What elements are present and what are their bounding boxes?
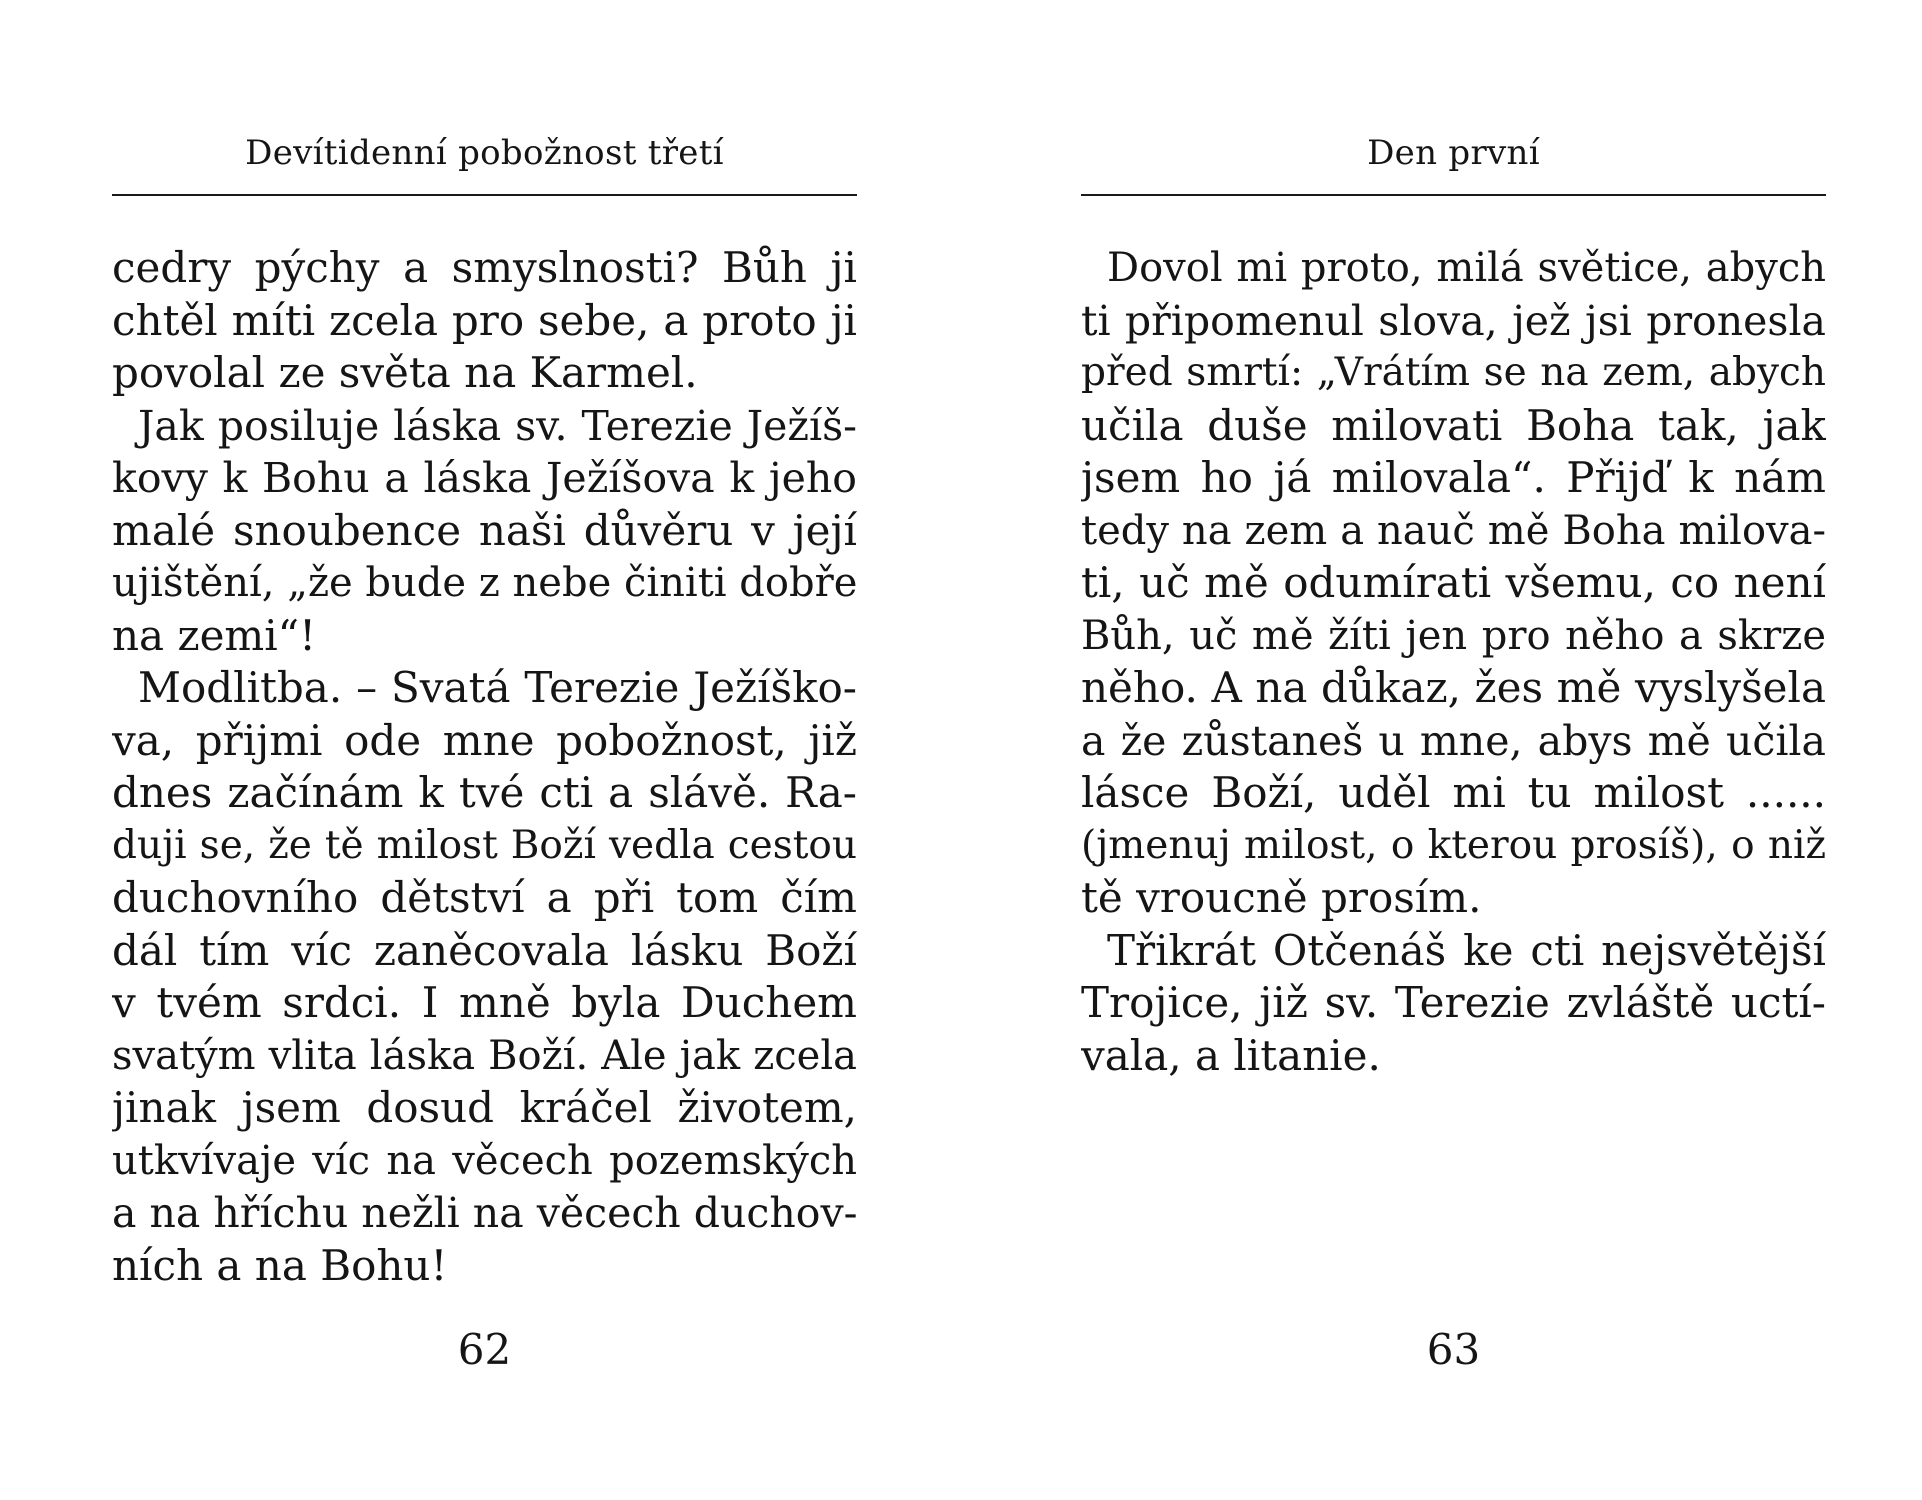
- running-head: Den první: [1367, 133, 1540, 173]
- text-line: ních a na Bohu!: [112, 1240, 448, 1290]
- text-line: duji se, že tě milost Boží vedla cestou: [112, 822, 857, 868]
- header-rule: [112, 194, 857, 196]
- page-number: 62: [457, 1325, 512, 1374]
- text-line: duchovního dětství a při tom čím: [112, 873, 857, 922]
- text-line: Třikrát Otčenáš ke cti nejsvětější: [1107, 925, 1826, 975]
- text-line: a na hříchu nežli na věcech duchov-: [112, 1189, 857, 1237]
- text-line: kovy k Bohu a láska Ježíšova k jeho: [112, 454, 857, 502]
- text-line: va, přijmi ode mne pobožnost, již: [112, 715, 857, 765]
- text-line: tedy na zem a nauč mě Boha milova-: [1081, 507, 1826, 554]
- text-line: jinak jsem dosud kráčel životem,: [112, 1083, 857, 1132]
- text-line: cedry pýchy a smyslnosti? Bůh ji: [112, 243, 857, 292]
- page-number: 63: [1426, 1325, 1481, 1374]
- text-line: ujištění, „že bude z nebe činiti dobře: [112, 560, 857, 606]
- text-line: (jmenuj milost, o kterou prosíš), o niž: [1081, 822, 1826, 868]
- text-line: utkvívaje víc na věcech pozemských: [112, 1137, 857, 1184]
- text-line: dnes začínám k tvé cti a slávě. Ra-: [112, 768, 857, 817]
- text-line: Jak posiluje láska sv. Terezie Ježíš-: [138, 401, 857, 450]
- text-line: lásce Boží, uděl mi tu milost ......: [1081, 768, 1826, 817]
- text-line: Modlitba. – Svatá Terezie Ježíško-: [138, 663, 857, 712]
- text-line: v tvém srdci. I mně byla Duchem: [112, 978, 857, 1027]
- text-line: Dovol mi proto, milá světice, abych: [1107, 245, 1826, 291]
- text-line: malé snoubence naši důvěru v její: [112, 505, 857, 555]
- text-line: a že zůstaneš u mne, abys mě učila: [1081, 716, 1826, 765]
- text-line: ti, uč mě odumírati všemu, co není: [1081, 558, 1826, 607]
- left-page: [112, 0, 857, 1500]
- body-text: [1081, 242, 1826, 1082]
- text-line: chtěl míti zcela pro sebe, a proto ji: [112, 295, 857, 345]
- text-line: Trojice, již sv. Terezie zvláště uctí-: [1081, 978, 1826, 1027]
- header-rule: [1081, 194, 1826, 196]
- text-line: jsem ho já milovala“. Přijď k nám: [1081, 453, 1826, 502]
- text-line: svatým vlita láska Boží. Ale jak zcela: [112, 1032, 857, 1079]
- running-head: Devítidenní pobožnost třetí: [245, 133, 724, 173]
- text-line: vala, a litanie.: [1081, 1030, 1381, 1080]
- text-line: učila duše milovati Boha tak, jak: [1081, 400, 1826, 450]
- text-line: dál tím víc zaněcovala lásku Boží: [112, 925, 857, 975]
- text-line: něho. A na důkaz, žes mě vyslyšela: [1081, 663, 1826, 712]
- right-page: [1081, 0, 1826, 1500]
- body-text: [112, 242, 857, 1292]
- text-line: ti připomenul slova, jež jsi pronesla: [1081, 296, 1826, 345]
- text-line: Bůh, uč mě žíti jen pro něho a skrze: [1081, 612, 1826, 659]
- text-line: na zemi“!: [112, 610, 317, 660]
- text-line: před smrtí: „Vrátím se na zem, abych: [1081, 350, 1826, 395]
- text-line: povolal ze světa na Karmel.: [112, 348, 698, 397]
- text-line: tě vroucně prosím.: [1081, 873, 1482, 922]
